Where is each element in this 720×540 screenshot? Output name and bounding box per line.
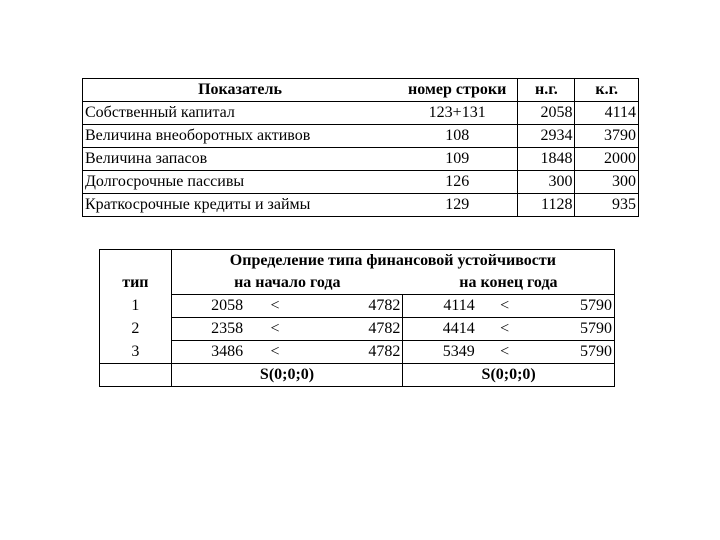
type-header: тип: [100, 272, 172, 295]
start-comparison-sign: <: [245, 295, 305, 318]
title-row: [100, 250, 615, 273]
end-right-value: 5790: [533, 341, 615, 364]
start-comparison-sign: <: [245, 341, 305, 364]
stability-type-table: [99, 249, 615, 387]
indicators-table: [82, 78, 639, 217]
value-start: 2058: [518, 102, 575, 125]
start-of-year-header: на начало года: [171, 272, 403, 295]
type-number: 1: [100, 295, 172, 318]
table-row: [83, 194, 639, 217]
line-number: 123+131: [397, 102, 518, 125]
indicator-name: Краткосрочные кредиты и займы: [83, 194, 398, 217]
table-title: Определение типа финансовой устойчивости: [171, 250, 614, 273]
end-right-value: 5790: [533, 318, 615, 341]
line-number: 108: [397, 125, 518, 148]
table-row: [100, 295, 615, 318]
indicator-name: Величина внеоборотных активов: [83, 125, 398, 148]
value-end: 300: [575, 171, 639, 194]
end-comparison-sign: <: [477, 318, 533, 341]
table-row: [83, 102, 639, 125]
start-comparison-sign: <: [245, 318, 305, 341]
end-of-year-header: на конец года: [403, 272, 615, 295]
table-row: [83, 148, 639, 171]
end-of-year-result: S(0;0;0): [403, 364, 615, 387]
end-comparison-sign: <: [477, 341, 533, 364]
line-number: 109: [397, 148, 518, 171]
table-row: [100, 341, 615, 364]
footer-empty-cell: [100, 364, 172, 387]
type-column-top: [100, 250, 172, 273]
start-right-value: 4782: [305, 341, 403, 364]
footer-row: [100, 364, 615, 387]
type-number: 2: [100, 318, 172, 341]
value-start: 300: [518, 171, 575, 194]
indicator-name: Собственный капитал: [83, 102, 398, 125]
end-right-value: 5790: [533, 295, 615, 318]
start-left-value: 2058: [171, 295, 245, 318]
table-header-row: [83, 79, 639, 102]
line-number: 129: [397, 194, 518, 217]
table-row: [83, 125, 639, 148]
value-end: 4114: [575, 102, 639, 125]
value-end: 2000: [575, 148, 639, 171]
end-left-value: 4114: [403, 295, 477, 318]
start-right-value: 4782: [305, 295, 403, 318]
indicator-name: Долгосрочные пассивы: [83, 171, 398, 194]
value-start: 1848: [518, 148, 575, 171]
value-start: 2934: [518, 125, 575, 148]
end-comparison-sign: <: [477, 295, 533, 318]
value-end: 935: [575, 194, 639, 217]
start-left-value: 2358: [171, 318, 245, 341]
header-end-of-year: к.г.: [575, 79, 639, 102]
header-row: [100, 272, 615, 295]
value-start: 1128: [518, 194, 575, 217]
value-end: 3790: [575, 125, 639, 148]
start-of-year-result: S(0;0;0): [171, 364, 403, 387]
start-right-value: 4782: [305, 318, 403, 341]
indicator-name: Величина запасов: [83, 148, 398, 171]
start-left-value: 3486: [171, 341, 245, 364]
header-line-number: номер строки: [397, 79, 518, 102]
end-left-value: 5349: [403, 341, 477, 364]
line-number: 126: [397, 171, 518, 194]
end-left-value: 4414: [403, 318, 477, 341]
table-row: [100, 318, 615, 341]
type-number: 3: [100, 341, 172, 364]
header-start-of-year: н.г.: [518, 79, 575, 102]
header-indicator: Показатель: [83, 79, 398, 102]
table-row: [83, 171, 639, 194]
